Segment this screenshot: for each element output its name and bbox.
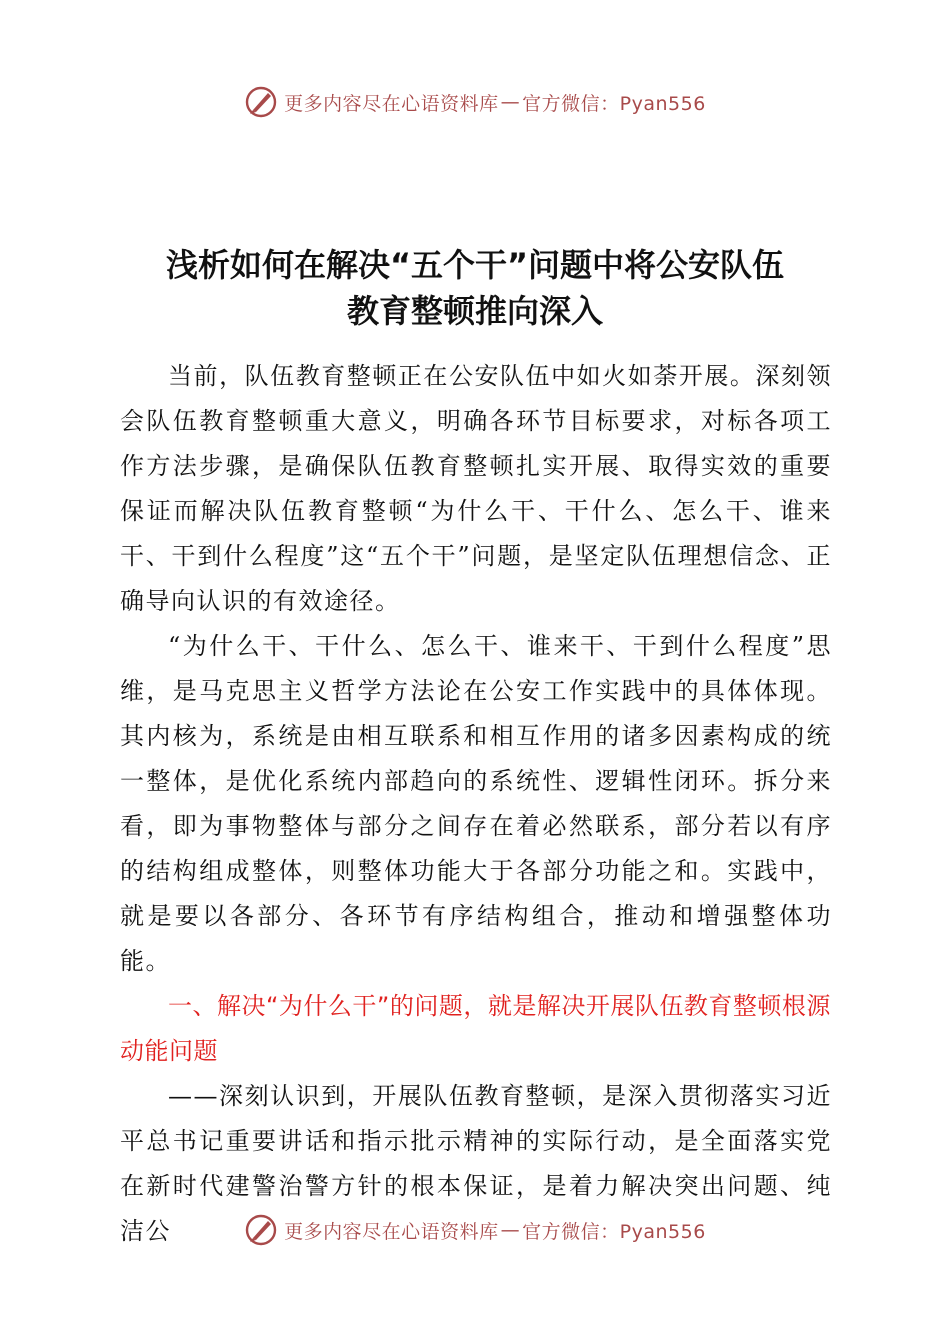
footer-watermark xyxy=(0,1210,950,1250)
watermark-separator: — xyxy=(500,1219,521,1241)
pen-circle-logo-icon xyxy=(244,85,278,119)
paragraph-1: 当前，队伍教育整顿正在公安队伍中如火如荼开展。深刻领会队伍教育整顿重大意义，明确各环节目标要求，对标各项工作方法步骤，是确保队伍教育整顿扎实开展、取得实效的重要保证而解决队伍教育整顿“为什么干、干什么、怎么干、谁来干、干到什么程度”这“五个干”问题，是坚定队伍理想信念、正确导向认识的有效途径。 xyxy=(120,362,832,615)
section-1-paragraph: ——深刻认识到，开展队伍教育整顿，是深入贯彻落实习近平总书记重要讲话和指示批示精神的实际行动，是全面落实党在新时代建警治警方针的根本保证，是着力解决突出问题、纯洁公 xyxy=(120,1082,832,1245)
paragraph-2: “为什么干、干什么、怎么干、谁来干、干到什么程度”思维，是马克思主义哲学方法论在公安工作实践中的具体体现。其内核为，系统是由相互联系和相互作用的诸多因素构成的统一整体，是优化系统内部趋向的系统性、逻辑性闭环。拆分来看，即为事物整体与部分之间存在着必然联系，部分若以有序的结构组成整体，则整体功能大于各部分功能之和。实践中，就是要以各部分、各环节有序结构组合，推动和增强整体功能。 xyxy=(120,632,832,975)
watermark-separator: — xyxy=(500,91,521,113)
pen-circle-logo-icon xyxy=(244,1213,278,1247)
document-body xyxy=(120,354,832,1254)
title-line-2: 教育整顿推向深入 xyxy=(346,292,603,330)
watermark-contact: 官方微信：Pyan556 xyxy=(522,1220,706,1243)
title-line-1: 浅析如何在解决“五个干”问题中将公安队伍 xyxy=(165,246,785,284)
watermark-contact: 官方微信：Pyan556 xyxy=(522,92,706,115)
watermark-text: 更多内容尽在心语资料库 xyxy=(284,1220,499,1243)
section-1-heading: 一、解决“为什么干”的问题，就是解决开展队伍教育整顿根源动能问题 xyxy=(120,992,831,1065)
watermark-text: 更多内容尽在心语资料库 xyxy=(284,92,499,115)
header-watermark xyxy=(0,82,950,122)
document-title xyxy=(100,242,850,334)
